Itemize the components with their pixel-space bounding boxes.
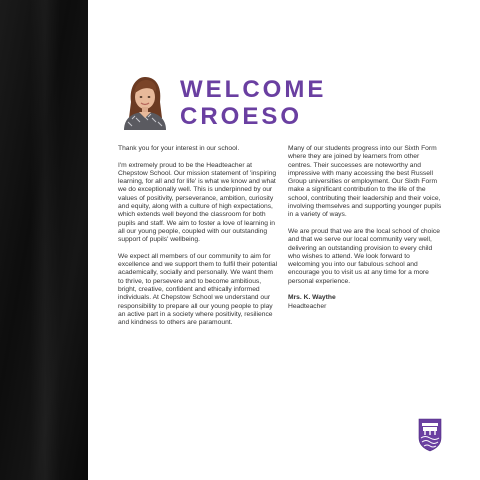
right-text-column: [288, 145, 442, 311]
title-line-english: WELCOME: [180, 76, 327, 103]
paragraph: We expect all members of our community to aim for excellence and we support them to fulfil their potential academically, socially and personally. We want them to thrive, to persevere and to become ambitious, bright, creative, confident and ethically informed individuals. At Chepstow School we understand our responsibility to prepare all our young people to play an active part in a society where positivity, resilience and kindness to others are paramount.: [118, 252, 278, 327]
page-title: [180, 76, 326, 130]
paragraph: Thank you for your interest in our school.: [118, 145, 240, 152]
dark-side-panel: [0, 0, 88, 480]
left-text-column: [118, 145, 280, 336]
signature-role: Headteacher: [288, 302, 327, 310]
paragraph: Many of our students progress into our Sixth Form where they are joined by learners from other centres. Their successes are noteworthy and impressive with many accessing the best Russell Group universities or employment. Our Sixth Form make a significant contribution to the life of the school, contributing their leadership and their voice, involving themselves and supporting younger pupils in a variety of ways.: [288, 145, 442, 219]
signature-block: [288, 294, 442, 311]
title-line-welsh: CROESO: [180, 103, 303, 130]
headteacher-photo: [118, 72, 172, 130]
paragraph: I'm extremely proud to be the Headteacher at Chepstow School. Our mission statement of 'inspiring learning, for all and for life' is what we know and what we do exceptionally well. This is underpinned by our values of positivity, perseverance, ambition, curiosity and equity, along with a culture of high expectations, which extends well beyond the classroom for both pupils and staff. We aim to foster a love of learning in all our young people, coupled with our outstanding support of pupils' wellbeing.: [118, 161, 277, 244]
signature-name: Mrs. K. Waythe: [288, 294, 336, 302]
school-crest-icon: [418, 418, 442, 452]
paragraph: We are proud that we are the local school of choice and that we serve our local community very well, delivering an outstanding provision to every child who wishes to attend. We look forward to welcoming you into our fabulous school and encourage you to visit us at any time for a more personal experience.: [288, 227, 440, 285]
